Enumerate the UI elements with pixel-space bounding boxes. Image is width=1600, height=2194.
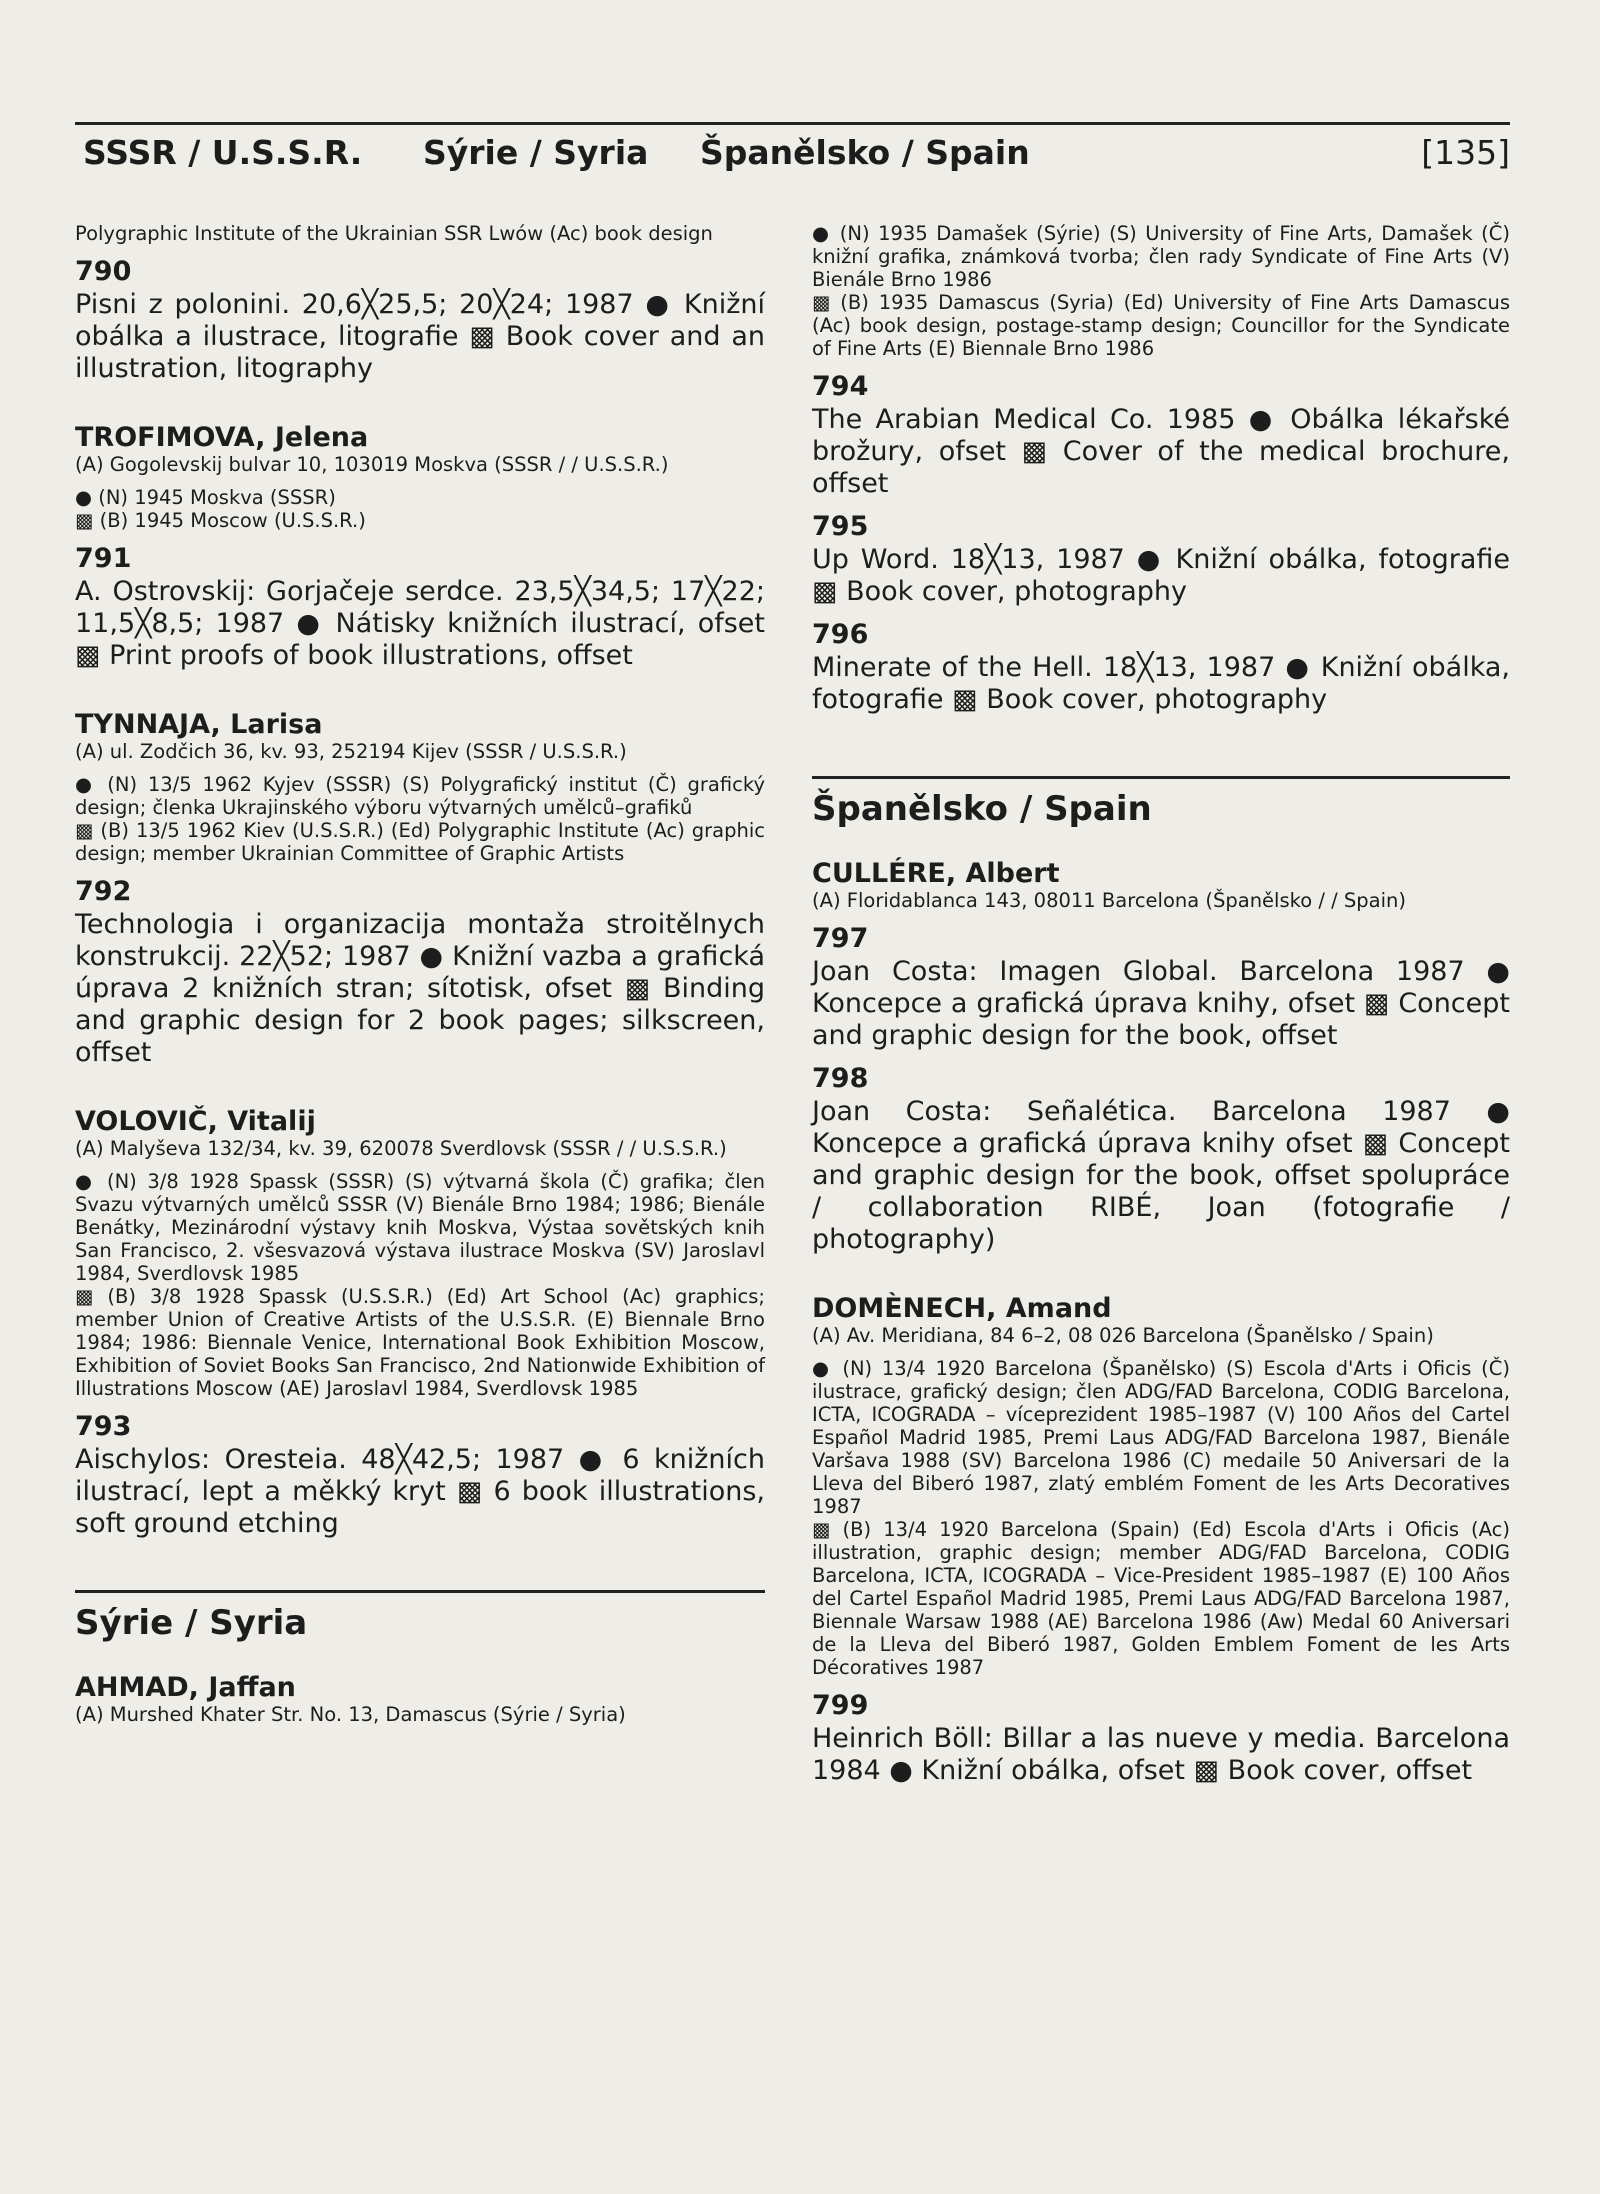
entry-text: A. Ostrovskij: Gorjačeje serdce. 23,5╳34,5; 17╳22; 11,5╳8,5; 1987 ● Nátisky knižních ilustrací, ofset ▩ Print proofs of book illustrations, offset (75, 576, 765, 671)
entry-text: Aischylos: Oresteia. 48╳42,5; 1987 ● 6 knižních ilustrací, lept a měkký kryt ▩ 6 book illustrations, soft ground etching (75, 1444, 765, 1539)
entry-number: 792 (75, 876, 132, 907)
artist-bio-en: ▩ (B) 13/4 1920 Barcelona (Spain) (Ed) Escola d'Arts i Oficis (Ac) illustration, graphic design; member ADG/FAD Barcelona, CODIG Barcelona, ICTA, ICOGRADA – Vice-President 1985–1987 (E) 100 Años del Cartel Español Madrid 1985, Premi Laus ADG/FAD Barcelona 1987, Biennale Warsaw 1988 (AE) Barcelona 1986 (Aw) Medal 60 Aniversari de la Lleva del Biberó 1987, Golden Emblem Foment de les Arts Décoratives 1987 (812, 1518, 1510, 1679)
entry-number: 790 (75, 256, 132, 287)
entry-number: 795 (812, 511, 869, 542)
artist-name: TYNNAJA, Larisa (75, 709, 323, 740)
right-column (812, 222, 1510, 1787)
running-header (75, 122, 1510, 173)
artist-address: (A) Malyševa 132/34, kv. 39, 620078 Sverdlovsk (SSSR / / U.S.S.R.) (75, 1137, 727, 1160)
artist-bio-en: ▩ (B) 1935 Damascus (Syria) (Ed) University of Fine Arts Damascus (Ac) book design, postage-stamp design; Councillor for the Syndicate of Fine Arts (E) Biennale Brno 1986 (812, 291, 1510, 360)
entry-text: The Arabian Medical Co. 1985 ● Obálka lékařské brožury, ofset ▩ Cover of the medical brochure, offset (812, 404, 1510, 499)
entry-text: Up Word. 18╳13, 1987 ● Knižní obálka, fotografie ▩ Book cover, photography (812, 544, 1510, 607)
artist-address: (A) Murshed Khater Str. No. 13, Damascus (Sýrie / Syria) (75, 1703, 626, 1726)
header-country-ussr: SSSR / U.S.S.R. (83, 133, 363, 172)
artist-name: AHMAD, Jaffan (75, 1672, 296, 1703)
entry-number: 799 (812, 1690, 869, 1721)
artist-name: CULLÉRE, Albert (812, 858, 1060, 889)
section-heading-spain: Španělsko / Spain (812, 776, 1510, 829)
left-column (75, 222, 765, 1726)
artist-bio-en: ▩ (B) 3/8 1928 Spassk (U.S.S.R.) (Ed) Art School (Ac) graphics; member Union of Creative Artists of the U.S.S.R. (E) Biennale Brno 1984; 1986: Biennale Venice, International Book Exhibition Moscow, Exhibition of Soviet Books San Francisco, 2nd Nationwide Exhibition of Illustrations Moscow (AE) Jaroslavl 1984, Sverdlovsk 1985 (75, 1285, 765, 1400)
artist-bio-cs: ● (N) 1945 Moskva (SSSR) (75, 486, 336, 509)
artist-bio-cs: ● (N) 13/4 1920 Barcelona (Španělsko) (S) Escola d'Arts i Oficis (Č) ilustrace, grafický design; člen ADG/FAD Barcelona, CODIG Barcelona, ICTA, ICOGRADA – víceprezident 1985–1987 (V) 100 Años del Cartel Español Madrid 1985, Premi Laus ADG/FAD Barcelona 1987, Bienále Varšava 1988 (SV) Barcelona 1986 (C) medaile 50 Aniversari de la Lleva del Biberó 1987, zlatý emblém Foment de les Arts Decoratives 1987 (812, 1357, 1510, 1518)
artist-bio-cs: ● (N) 1935 Damašek (Sýrie) (S) University of Fine Arts, Damašek (Č) knižní grafika, známková tvorba; člen rady Syndicate of Fine Arts (V) Bienále Brno 1986 (812, 222, 1510, 291)
continued-bio: Polygraphic Institute of the Ukrainian SSR Lwów (Ac) book design (75, 222, 713, 245)
artist-address: (A) Floridablanca 143, 08011 Barcelona (Španělsko / / Spain) (812, 889, 1406, 912)
section-heading-syria: Sýrie / Syria (75, 1590, 765, 1643)
artist-bio-cs: ● (N) 3/8 1928 Spassk (SSSR) (S) výtvarná škola (Č) grafika; člen Svazu výtvarných umělců SSSR (V) Bienále Brno 1984; 1986; Bienále Benátky, Mezinárodní výstavy knih Moskva, Výstaa sovětských knih San Francisco, 2. všesvazová výstava ilustrace Moskva (SV) Jaroslavl 1984, Sverdlovsk 1985 (75, 1170, 765, 1285)
entry-text: Pisni z polonini. 20,6╳25,5; 20╳24; 1987 ● Knižní obálka a ilustrace, litografie ▩ Book cover and an illustration, litography (75, 289, 765, 384)
header-country-spain: Španělsko / Spain (700, 133, 1030, 172)
artist-address: (A) Gogolevskij bulvar 10, 103019 Moskva (SSSR / / U.S.S.R.) (75, 453, 669, 476)
page-number: [135] (1421, 133, 1510, 172)
entry-number: 798 (812, 1063, 869, 1094)
entry-number: 794 (812, 371, 869, 402)
artist-name: TROFIMOVA, Jelena (75, 422, 369, 453)
entry-number: 796 (812, 619, 869, 650)
artist-bio-cs: ● (N) 13/5 1962 Kyjev (SSSR) (S) Polygrafický institut (Č) grafický design; členka Ukrajinského výboru výtvarných umělců–grafiků (75, 773, 765, 819)
artist-name: DOMÈNECH, Amand (812, 1293, 1112, 1324)
artist-bio-en: ▩ (B) 1945 Moscow (U.S.S.R.) (75, 509, 366, 532)
artist-address: (A) ul. Zodčich 36, kv. 93, 252194 Kijev (SSSR / U.S.S.R.) (75, 740, 627, 763)
header-country-syria: Sýrie / Syria (423, 133, 649, 172)
artist-bio-en: ▩ (B) 13/5 1962 Kiev (U.S.S.R.) (Ed) Polygraphic Institute (Ac) graphic design; member Ukrainian Committee of Graphic Artists (75, 819, 765, 865)
entry-text: Joan Costa: Señalética. Barcelona 1987 ● Koncepce a grafická úprava knihy ofset ▩ Concept and graphic design for the book, offset spolupráce / collaboration RIBÉ, Joan (fotografie / photography) (812, 1096, 1510, 1255)
entry-number: 793 (75, 1411, 132, 1442)
entry-text: Technologia i organizacija montaža stroitělnych konstrukcij. 22╳52; 1987 ● Knižní vazba a grafická úprava 2 knižních stran; sítotisk, ofset ▩ Binding and graphic design for 2 book pages; silkscreen, offset (75, 909, 765, 1068)
entry-number: 791 (75, 543, 132, 574)
artist-name: VOLOVIČ, Vitalij (75, 1106, 316, 1137)
entry-number: 797 (812, 923, 869, 954)
artist-address: (A) Av. Meridiana, 84 6–2, 08 026 Barcelona (Španělsko / Spain) (812, 1324, 1434, 1347)
entry-text: Joan Costa: Imagen Global. Barcelona 1987 ● Koncepce a grafická úprava knihy, ofset ▩ Concept and graphic design for the book, offset (812, 956, 1510, 1051)
entry-text: Minerate of the Hell. 18╳13, 1987 ● Knižní obálka, fotografie ▩ Book cover, photography (812, 652, 1510, 715)
entry-text: Heinrich Böll: Billar a las nueve y media. Barcelona 1984 ● Knižní obálka, ofset ▩ Book cover, offset (812, 1723, 1510, 1786)
